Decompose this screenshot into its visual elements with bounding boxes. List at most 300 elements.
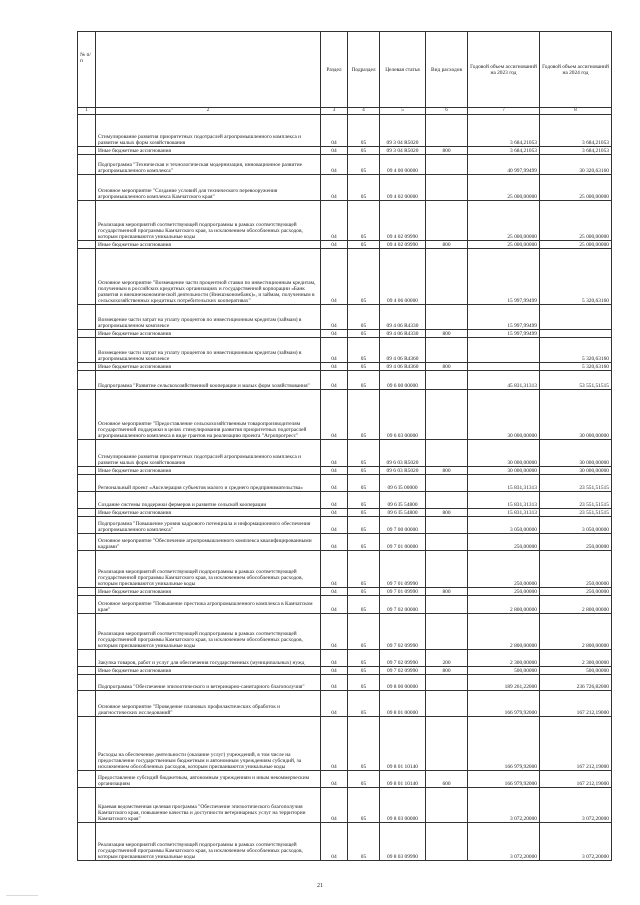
cell-num [78,390,96,440]
cell-2023: 250,00000 [468,551,540,588]
cell-2024: 23 551,51515 [540,509,612,517]
cell-razdel: 04 [321,305,348,330]
cell-razdel: 04 [321,363,348,371]
cell-num [78,475,96,492]
cell-podrazdel: 05 [348,596,380,614]
cell-expense-type: 800 [426,147,468,155]
cell-podrazdel: 05 [348,305,380,330]
cell-2024: 23 551,51515 [540,475,612,492]
cell-num [78,371,96,390]
cell-2024: 30 000,00000 [540,440,612,467]
cell-name: Подпрограмма "Обеспечение эпизоотического и ветеринарно-санитарного благополучия" [96,675,321,691]
cell-name: Возмещение части затрат на уплату процентов по инвестиционным кредитам (займам) в агропромышленном комплексе [96,338,321,363]
cell-num [78,467,96,475]
cell-2024 [540,330,612,338]
table-row [78,115,612,147]
cell-razdel: 04 [321,717,348,771]
cell-podrazdel: 05 [348,614,380,650]
cell-expense-type [426,691,468,717]
table-row [78,650,612,667]
cell-target-article: 09 8 01 10140 [380,771,426,788]
cell-2024: 25 000,00000 [540,175,612,201]
table-row [78,675,612,691]
cell-name: Иные бюджетные ассигнования [96,667,321,675]
cell-2024: 5 320,63160 [540,363,612,371]
cell-razdel: 04 [321,588,348,596]
cell-num [78,596,96,614]
cell-razdel: 04 [321,650,348,667]
cell-podrazdel: 05 [348,691,380,717]
cell-razdel: 04 [321,440,348,467]
table-row [78,534,612,551]
table-row [78,788,612,823]
cell-name: Возмещение части затрат на уплату процентов по инвестиционным кредитам (займам) в агропромышленном комплексе [96,305,321,330]
table-row [78,551,612,588]
table-row [78,475,612,492]
cell-expense-type [426,371,468,390]
cell-num [78,363,96,371]
cell-2024 [540,305,612,330]
table-row [78,771,612,788]
cell-2024: 30 000,00000 [540,467,612,475]
table-row [78,155,612,175]
cell-expense-type: 800 [426,241,468,249]
table-row [78,249,612,305]
table-row [78,691,612,717]
cell-razdel: 04 [321,371,348,390]
cell-razdel: 04 [321,249,348,305]
cell-podrazdel: 05 [348,440,380,467]
cell-2024: 167 212,19000 [540,771,612,788]
budget-page [77,31,611,861]
cell-target-article: 09 7 02 09990 [380,667,426,675]
colnum: 2 [96,108,321,115]
cell-num [78,241,96,249]
cell-podrazdel: 05 [348,467,380,475]
cell-razdel: 04 [321,155,348,175]
cell-2023: 189 261,22000 [468,675,540,691]
cell-target-article: 09 8 01 10140 [380,717,426,771]
cell-target-article: 09 4 02 09990 [380,201,426,241]
cell-num [78,509,96,517]
cell-num [78,691,96,717]
table-row [78,440,612,467]
cell-podrazdel: 05 [348,241,380,249]
cell-2024: 500,00000 [540,667,612,675]
cell-podrazdel: 05 [348,330,380,338]
page-number: 21 [317,883,323,889]
cell-expense-type [426,717,468,771]
cell-razdel: 04 [321,175,348,201]
colnum: 8 [540,108,612,115]
cell-razdel: 04 [321,115,348,147]
colnum: 7 [468,108,540,115]
cell-expense-type: 200 [426,650,468,667]
cell-podrazdel: 05 [348,249,380,305]
header-2023: Годовой объем ассигнований на 2023 год [468,32,540,108]
cell-2024: 2 300,00000 [540,650,612,667]
cell-2024: 23 551,51515 [540,492,612,509]
cell-name: Подпрограмма "Развитие сельскохозяйственной кооперации и малых форм хозяйствования" [96,371,321,390]
table-header [78,32,612,108]
cell-podrazdel: 05 [348,517,380,534]
cell-expense-type [426,305,468,330]
cell-num [78,788,96,823]
table-row [78,509,612,517]
cell-2023: 166 979,92000 [468,691,540,717]
cell-razdel: 04 [321,509,348,517]
cell-expense-type: 800 [426,667,468,675]
cell-2023: 3 684,21053 [468,147,540,155]
cell-name: Основное мероприятие "Обеспечение агропромышленного комплекса квалифицированными кадрами" [96,534,321,551]
cell-expense-type [426,249,468,305]
column-numbers [78,108,612,115]
cell-2023: 15 997,99499 [468,249,540,305]
cell-name: Реализация мероприятий соответствующей подпрограммы в рамках соответствующей государственной программы Камчатского края, за исключением обособленных расходов, которым присваиваются уникальные коды [96,551,321,588]
colnum: 3 [321,108,348,115]
cell-expense-type [426,675,468,691]
cell-razdel: 04 [321,596,348,614]
cell-2023: 45 831,31313 [468,371,540,390]
cell-2024: 25 000,00000 [540,201,612,241]
cell-2023: 25 000,00000 [468,201,540,241]
cell-name: Подпрограмма "Повышение уровня кадрового потенциала и информационного обеспечения агропромышленного комплекса" [96,517,321,534]
cell-name: Основное мероприятие "Повышение престижа агропромышленного комплекса в Камчатском крае" [96,596,321,614]
cell-razdel: 04 [321,771,348,788]
cell-2024: 25 000,00000 [540,241,612,249]
cell-target-article: 09 7 01 09990 [380,588,426,596]
cell-2023: 15 831,31313 [468,509,540,517]
table-row [78,614,612,650]
cell-2023: 30 000,00000 [468,467,540,475]
cell-razdel: 04 [321,667,348,675]
cell-expense-type: 800 [426,363,468,371]
table-row [78,492,612,509]
header-podrazdel: Подраздел [348,32,380,108]
cell-2023: 40 997,99499 [468,155,540,175]
table-row [78,371,612,390]
cell-razdel: 04 [321,390,348,440]
cell-podrazdel: 05 [348,717,380,771]
cell-podrazdel: 05 [348,390,380,440]
cell-target-article: 09 4 06 R4330 [380,305,426,330]
cell-2024: 30 320,63160 [540,155,612,175]
cell-expense-type [426,788,468,823]
cell-2023: 15 997,99499 [468,330,540,338]
cell-podrazdel: 05 [348,475,380,492]
cell-2023: 166 979,92000 [468,771,540,788]
cell-name: Закупка товаров, работ и услуг для обеспечения государственных (муниципальных) нужд [96,650,321,667]
cell-razdel: 04 [321,492,348,509]
cell-target-article: 09 4 06 R4360 [380,338,426,363]
cell-2024: 236 726,82000 [540,675,612,691]
cell-target-article: 09 3 04 R5020 [380,115,426,147]
cell-expense-type [426,534,468,551]
cell-name: Реализация мероприятий соответствующей подпрограммы в рамках соответствующей государственной программы Камчатского края, за исключением обособленных расходов, которым присваиваются уникальные коды [96,201,321,241]
cell-2023: 166 979,92000 [468,717,540,771]
cell-expense-type [426,551,468,588]
cell-2024: 5 320,63160 [540,249,612,305]
cell-2023: 2 300,00000 [468,650,540,667]
cell-podrazdel: 05 [348,675,380,691]
cell-num [78,667,96,675]
cell-razdel: 04 [321,691,348,717]
cell-razdel: 04 [321,614,348,650]
cell-razdel: 04 [321,675,348,691]
cell-podrazdel: 05 [348,650,380,667]
cell-2024: 167 212,19000 [540,717,612,771]
cell-target-article: 09 6 03 R5020 [380,440,426,467]
cell-razdel: 04 [321,475,348,492]
cell-2023: 30 000,00000 [468,440,540,467]
cell-num [78,551,96,588]
cell-razdel: 04 [321,201,348,241]
cell-target-article: 09 7 02 09990 [380,614,426,650]
cell-name: Иные бюджетные ассигнования [96,588,321,596]
cell-num [78,614,96,650]
cell-2023: 250,00000 [468,588,540,596]
cell-target-article: 09 6 03 R5020 [380,467,426,475]
cell-name: Региональный проект «Акселерация субъектов малого и среднего предпринимательства» [96,475,321,492]
cell-2023 [468,338,540,363]
cell-num [78,155,96,175]
cell-2024: 3 684,21053 [540,115,612,147]
cell-2024: 250,00000 [540,588,612,596]
cell-expense-type [426,201,468,241]
cell-target-article: 09 6 I5 00000 [380,475,426,492]
cell-name: Стимулирование развития приоритетных подотраслей агропромышленного комплекса и развитие малых форм хозяйствования [96,115,321,147]
cell-razdel: 04 [321,330,348,338]
cell-expense-type: 800 [426,467,468,475]
cell-2024: 2 800,00000 [540,614,612,650]
cell-2023: 30 000,00000 [468,390,540,440]
cell-target-article: 09 4 06 R4360 [380,363,426,371]
cell-2023: 250,00000 [468,534,540,551]
colnum: 6 [426,108,468,115]
cell-podrazdel: 05 [348,551,380,588]
cell-razdel: 04 [321,534,348,551]
cell-expense-type [426,823,468,861]
cell-podrazdel: 05 [348,788,380,823]
cell-name: Подпрограмма "Техническая и технологическая модернизация, инновационное развитие агропромышленного комплекса" [96,155,321,175]
cell-name: Создание системы поддержки фермеров и развитие сельской кооперации [96,492,321,509]
cell-podrazdel: 05 [348,155,380,175]
cell-expense-type [426,475,468,492]
cell-2024: 3 684,21053 [540,147,612,155]
cell-2024: 53 551,51515 [540,371,612,390]
cell-num [78,338,96,363]
cell-target-article: 09 6 00 00000 [380,371,426,390]
cell-name: Основное мероприятие "Создание условий для технического перевооружения агропромышленного комплекса Камчатского края" [96,175,321,201]
cell-expense-type [426,115,468,147]
cell-podrazdel: 05 [348,823,380,861]
cell-2024: 250,00000 [540,534,612,551]
cell-expense-type: 800 [426,588,468,596]
cell-name: Стимулирование развития приоритетных подотраслей агропромышленного комплекса и развитие малых форм хозяйствования [96,440,321,467]
cell-2023: 3 050,00000 [468,517,540,534]
cell-name: Предоставление субсидий бюджетным, автономным учреждениям и иным некоммерческим организациям [96,771,321,788]
cell-2023: 15 831,31313 [468,492,540,509]
cell-name: Иные бюджетные ассигнования [96,330,321,338]
cell-podrazdel: 05 [348,147,380,155]
cell-2023: 3 684,21053 [468,115,540,147]
cell-razdel: 04 [321,551,348,588]
cell-num [78,588,96,596]
cell-2023: 3 072,20000 [468,823,540,861]
table-row [78,330,612,338]
cell-2024: 3 072,20000 [540,788,612,823]
cell-target-article: 09 4 02 09990 [380,241,426,249]
cell-2024: 250,00000 [540,551,612,588]
cell-expense-type: 600 [426,771,468,788]
cell-name: Иные бюджетные ассигнования [96,509,321,517]
cell-num [78,330,96,338]
cell-2023: 500,00000 [468,667,540,675]
cell-num [78,823,96,861]
cell-num [78,201,96,241]
cell-expense-type [426,614,468,650]
cell-expense-type [426,338,468,363]
cell-expense-type [426,390,468,440]
cell-podrazdel: 05 [348,534,380,551]
cell-razdel: 04 [321,823,348,861]
cell-target-article: 09 3 04 R5020 [380,147,426,155]
table-row [78,175,612,201]
header-2024: Годовой объем ассигнований на 2024 год [540,32,612,108]
table-row [78,596,612,614]
cell-expense-type [426,492,468,509]
cell-expense-type [426,155,468,175]
colnum: 1 [78,108,96,115]
cell-2024: 2 800,00000 [540,596,612,614]
cell-num [78,175,96,201]
cell-2023: 15 831,31313 [468,475,540,492]
cell-podrazdel: 05 [348,771,380,788]
cell-num [78,147,96,155]
table-row [78,588,612,596]
cell-num [78,305,96,330]
cell-num [78,249,96,305]
footer-mark: ________________ [6,891,38,896]
cell-podrazdel: 05 [348,509,380,517]
cell-target-article: 09 8 00 00000 [380,675,426,691]
cell-razdel: 04 [321,147,348,155]
cell-target-article: 09 6 I5 54800 [380,492,426,509]
cell-target-article: 09 8 01 00000 [380,691,426,717]
cell-2023: 2 800,00000 [468,596,540,614]
cell-2024: 3 072,20000 [540,823,612,861]
table-row [78,241,612,249]
table-row [78,338,612,363]
cell-2023: 15 997,99499 [468,305,540,330]
cell-target-article: 09 7 02 00000 [380,596,426,614]
cell-target-article: 09 4 06 00000 [380,249,426,305]
cell-razdel: 04 [321,338,348,363]
header-name [96,32,321,108]
cell-expense-type [426,596,468,614]
cell-podrazdel: 05 [348,175,380,201]
cell-num [78,675,96,691]
cell-target-article: 09 4 02 00000 [380,175,426,201]
cell-name: Иные бюджетные ассигнования [96,363,321,371]
cell-podrazdel: 05 [348,371,380,390]
cell-target-article: 09 6 03 00000 [380,390,426,440]
cell-target-article: 09 4 00 00000 [380,155,426,175]
cell-target-article: 09 4 06 R4330 [380,330,426,338]
cell-expense-type [426,517,468,534]
cell-target-article: 09 8 03 09990 [380,823,426,861]
table-row [78,147,612,155]
cell-podrazdel: 05 [348,588,380,596]
cell-podrazdel: 05 [348,492,380,509]
cell-num [78,115,96,147]
cell-razdel: 04 [321,517,348,534]
cell-num [78,650,96,667]
cell-expense-type: 800 [426,509,468,517]
cell-target-article: 09 7 02 09990 [380,650,426,667]
cell-2023 [468,363,540,371]
table-row [78,717,612,771]
cell-2023: 2 800,00000 [468,614,540,650]
cell-razdel: 04 [321,241,348,249]
budget-table [77,31,612,861]
cell-name: Иные бюджетные ассигнования [96,147,321,155]
cell-name: Основное мероприятие "Предоставление сельскохозяйственным товаропроизводителям государственной поддержки в целях стимулирования развития приоритетных подотраслей агропромышленного комплекса в виде грантов на реализацию проекта "Агропрогресс" [96,390,321,440]
cell-2023: 3 072,20000 [468,788,540,823]
cell-name: Реализация мероприятий соответствующей подпрограммы в рамках соответствующей государственной программы Камчатского края, за исключением обособленных расходов, которым присваиваются уникальные коды [96,614,321,650]
cell-podrazdel: 05 [348,115,380,147]
cell-2023: 25 000,00000 [468,241,540,249]
cell-razdel: 04 [321,467,348,475]
cell-num [78,534,96,551]
cell-num [78,492,96,509]
table-row [78,201,612,241]
cell-expense-type: 800 [426,330,468,338]
cell-2024: 5 320,63160 [540,338,612,363]
cell-name: Реализация мероприятий соответствующей подпрограммы в рамках соответствующей государственной программы Камчатского края, за исключением обособленных расходов, которым присваиваются уникальные коды [96,823,321,861]
cell-target-article: 09 6 I5 54800 [380,509,426,517]
cell-podrazdel: 05 [348,201,380,241]
cell-name: Иные бюджетные ассигнования [96,241,321,249]
header-num: № п/п [78,32,96,108]
cell-target-article: 09 7 01 00000 [380,534,426,551]
table-row [78,823,612,861]
table-row [78,363,612,371]
table-row [78,667,612,675]
table-body [78,115,612,861]
table-row [78,305,612,330]
cell-2023: 25 000,00000 [468,175,540,201]
cell-name: Краевая ведомственная целевая программа "Обеспечение эпизоотического благополучия Камчатского края, повышение качества и доступности ветеринарных услуг на территории Камчатского края" [96,788,321,823]
cell-target-article: 09 8 03 00000 [380,788,426,823]
table-row [78,517,612,534]
cell-name: Иные бюджетные ассигнования [96,467,321,475]
cell-expense-type [426,440,468,467]
header-razdel: Раздел [321,32,348,108]
header-expense-type: Вид расходов [426,32,468,108]
cell-razdel: 04 [321,788,348,823]
cell-podrazdel: 05 [348,667,380,675]
cell-2024: 30 000,00000 [540,390,612,440]
cell-podrazdel: 05 [348,363,380,371]
header-target-article: Целевая статья [380,32,426,108]
cell-num [78,717,96,771]
cell-num [78,517,96,534]
cell-name: Основное мероприятие "Возмещение части процентной ставки по инвестиционным кредитам, полученным в российских кредитных организациях и государственной корпорации «Банк развития и внешнеэкономической деятельности (Внешэкономбанк)», и займам, полученным в сельскохозяйственных кредитных потребительских кооперативах" [96,249,321,305]
cell-target-article: 09 7 01 09990 [380,551,426,588]
table-row [78,467,612,475]
cell-name: Основное мероприятие "Проведение плановых профилактических обработок и диагностических исследований" [96,691,321,717]
